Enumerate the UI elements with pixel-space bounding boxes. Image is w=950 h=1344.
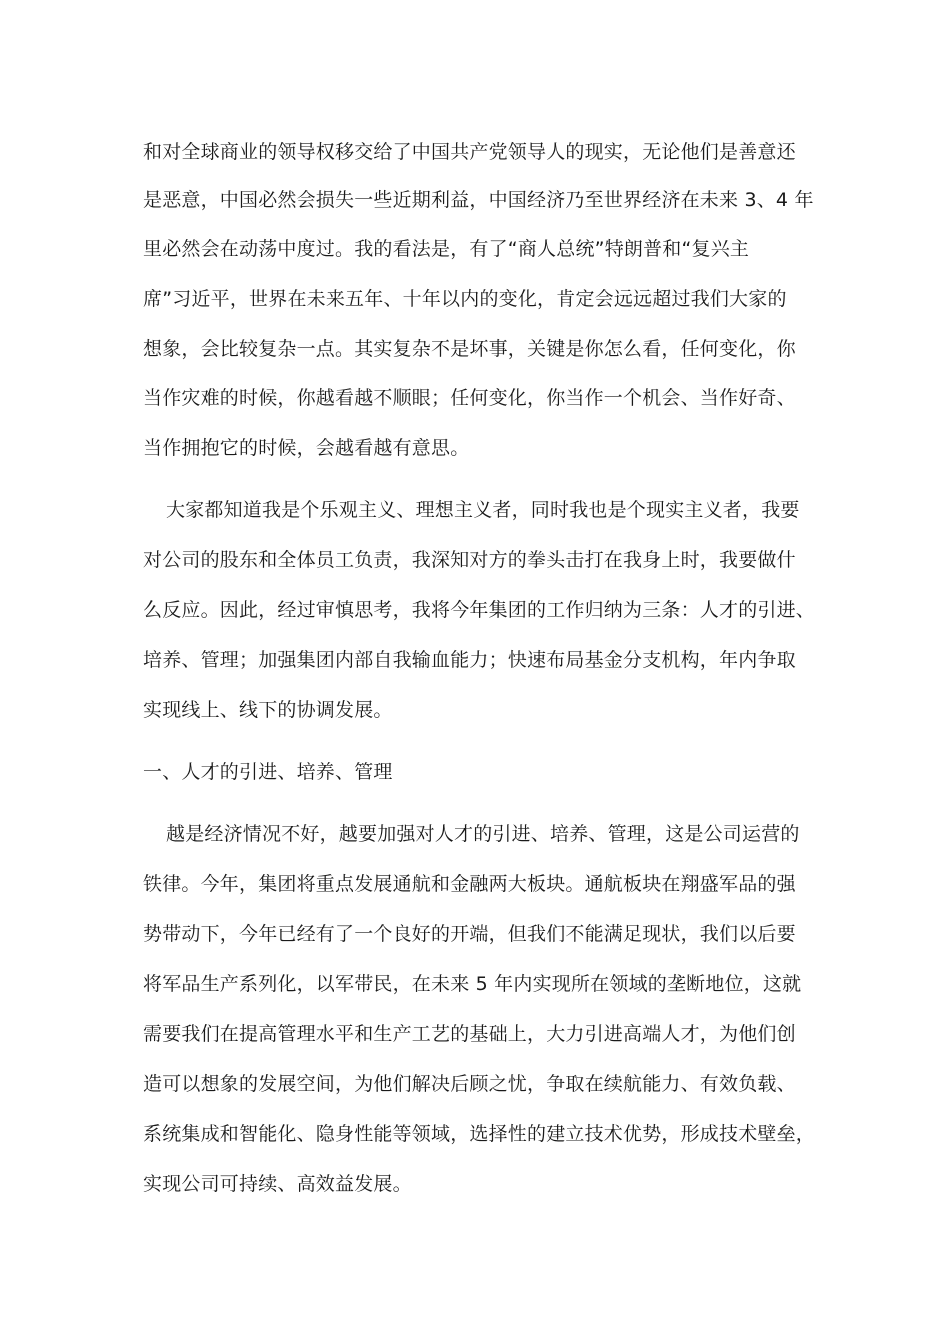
text-line: 造可以想象的发展空间，为他们解决后顾之忧，争取在续航能力、有效负载、 [143, 1073, 796, 1095]
text-line: 当作拥抱它的时候，会越看越有意思。 [143, 437, 470, 459]
text-line: 当作灾难的时候，你越看越不顺眼；任何变化，你当作一个机会、当作好奇、 [143, 387, 796, 409]
text-line: 实现公司可持续、高效益发展。 [143, 1173, 412, 1195]
text-line: 席”习近平，世界在未来五年、十年以内的变化，肯定会远远超过我们大家的 [143, 288, 787, 310]
text-line: 培养、管理；加强集团内部自我输血能力；快速布局基金分支机构，年内争取 [143, 649, 796, 671]
text-line: 需要我们在提高管理水平和生产工艺的基础上，大力引进高端人才，为他们创 [143, 1023, 796, 1045]
text-line: 系统集成和智能化、隐身性能等领域，选择性的建立技术优势，形成技术壁垒， [143, 1123, 816, 1145]
text-line: 实现线上、线下的协调发展。 [143, 699, 393, 721]
section-heading: 一、人才的引进、培养、管理 [143, 761, 393, 783]
text-line: 里必然会在动荡中度过。我的看法是，有了“商人总统”特朗普和“复兴主 [143, 238, 750, 260]
text-line: 铁律。今年，集团将重点发展通航和金融两大板块。通航板块在翔盛军品的强 [143, 873, 796, 895]
text-line: 大家都知道我是个乐观主义、理想主义者，同时我也是个现实主义者，我要 [166, 499, 800, 521]
text-line: 是恶意，中国必然会损失一些近期利益，中国经济乃至世界经济在未来 3、4 年 [143, 189, 814, 211]
text-line: 势带动下，今年已经有了一个良好的开端，但我们不能满足现状，我们以后要 [143, 923, 796, 945]
text-line: 么反应。因此，经过审慎思考，我将今年集团的工作归纳为三条：人才的引进、 [143, 599, 816, 621]
text-line: 对公司的股东和全体员工负责，我深知对方的拳头击打在我身上时，我要做什 [143, 549, 796, 571]
text-line: 将军品生产系列化，以军带民，在未来 5 年内实现所在领域的垄断地位，这就 [143, 973, 802, 995]
text-line: 想象，会比较复杂一点。其实复杂不是坏事，关键是你怎么看，任何变化，你 [143, 338, 796, 360]
text-line: 和对全球商业的领导权移交给了中国共产党领导人的现实，无论他们是善意还 [143, 141, 796, 163]
text-line: 越是经济情况不好，越要加强对人才的引进、培养、管理，这是公司运营的 [166, 823, 800, 845]
